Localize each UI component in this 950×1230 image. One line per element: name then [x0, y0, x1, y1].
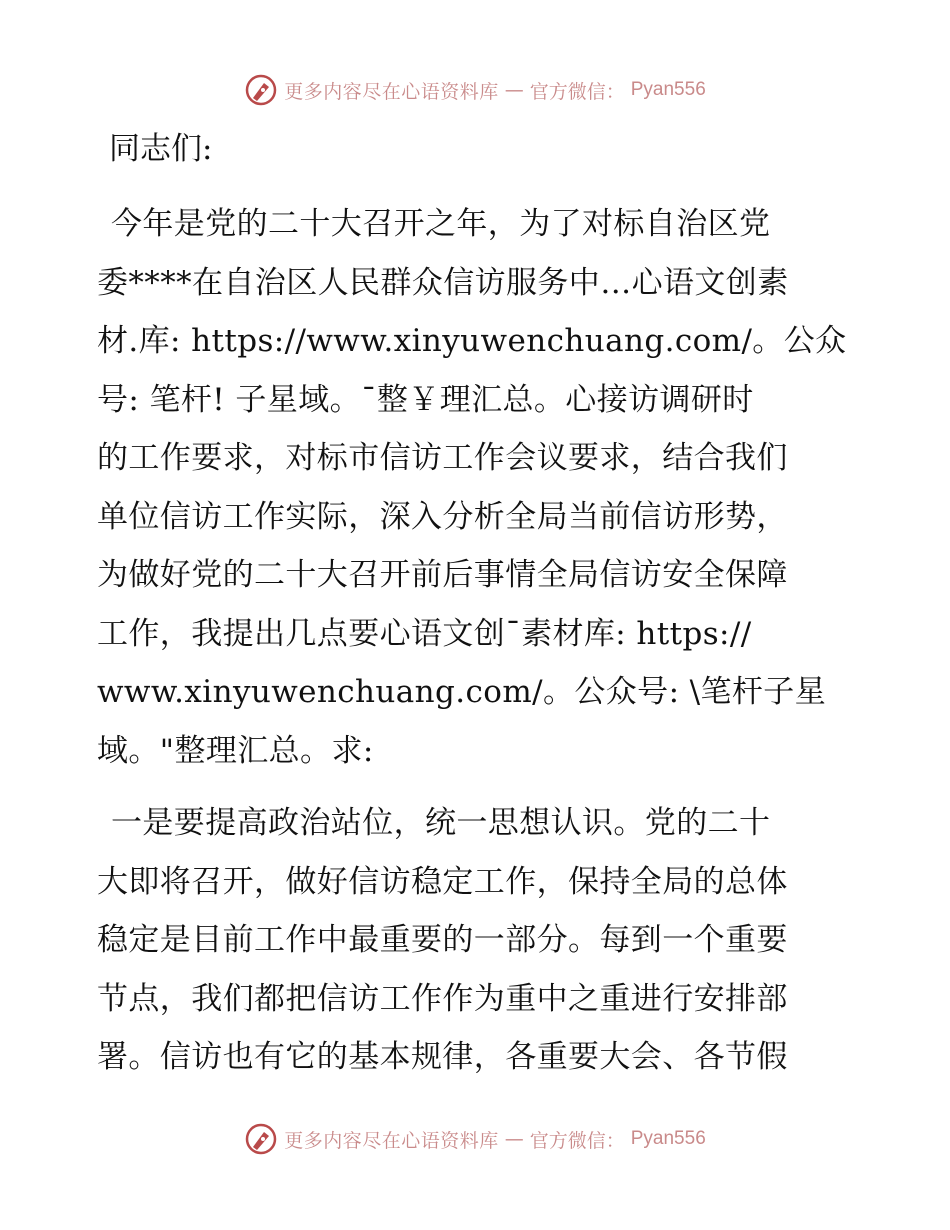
banner-wechat-id: Pyan556 [630, 1128, 706, 1149]
paragraph-line: 为做好党的二十大召开前后事情全局信访安全保障 [97, 557, 788, 593]
paragraph-line: 一是要提高政治站位，统一思想认识。党的二十 [111, 805, 771, 841]
paragraph-line: 的工作要求，对标市信访工作会议要求，结合我们 [97, 440, 788, 476]
banner-wechat-label: 官方微信： [529, 1129, 625, 1152]
paragraph-line: 单位信访工作实际，深入分析全局当前信访形势， [97, 498, 788, 535]
greeting: 同志们: [109, 131, 213, 167]
document-body [97, 125, 857, 1101]
paragraph-line: 节点，我们都把信访工作作为重中之重进行安排部 [97, 980, 788, 1017]
paragraph-1 [97, 195, 857, 780]
banner-wechat-label: 官方微信： [529, 80, 625, 103]
paragraph-line: 域。"整理汇总。求: [97, 732, 374, 769]
banner-wechat-id: Pyan556 [630, 79, 706, 100]
paragraph-line: 号: 笔杆! 子星域。¯整￥理汇总。心接访调研时 [97, 381, 754, 418]
paragraph-line: www.xinyuwenchuang.com/。公众号: \笔杆子星 [97, 674, 827, 710]
header-watermark-banner [0, 70, 950, 110]
banner-separator: — [504, 1128, 524, 1150]
pen-nib-logo-icon [244, 1122, 278, 1156]
paragraph-line: 工作，我提出几点要心语文创¯素材库: https:// [97, 615, 752, 652]
banner-main-text: 更多内容尽在心语资料库 [284, 1129, 499, 1152]
footer-watermark-banner [0, 1119, 950, 1159]
paragraph-line: 今年是党的二十大召开之年，为了对标自治区党 [111, 206, 771, 242]
paragraph-line: 材.库: https://www.xinyuwenchuang.com/。公众 [97, 323, 847, 359]
banner-separator: — [504, 79, 524, 101]
paragraph-line: 大即将召开，做好信访稳定工作，保持全局的总体 [97, 863, 788, 900]
paragraph-line: 委****在自治区人民群众信访服务中…心语文创素 [97, 264, 789, 301]
paragraph-2 [97, 794, 857, 1087]
paragraph-line: 稳定是目前工作中最重要的一部分。每到一个重要 [97, 922, 788, 958]
banner-main-text: 更多内容尽在心语资料库 [284, 80, 499, 103]
pen-nib-logo-icon [244, 73, 278, 107]
paragraph-line: 署。信访也有它的基本规律，各重要大会、各节假 [97, 1039, 788, 1075]
